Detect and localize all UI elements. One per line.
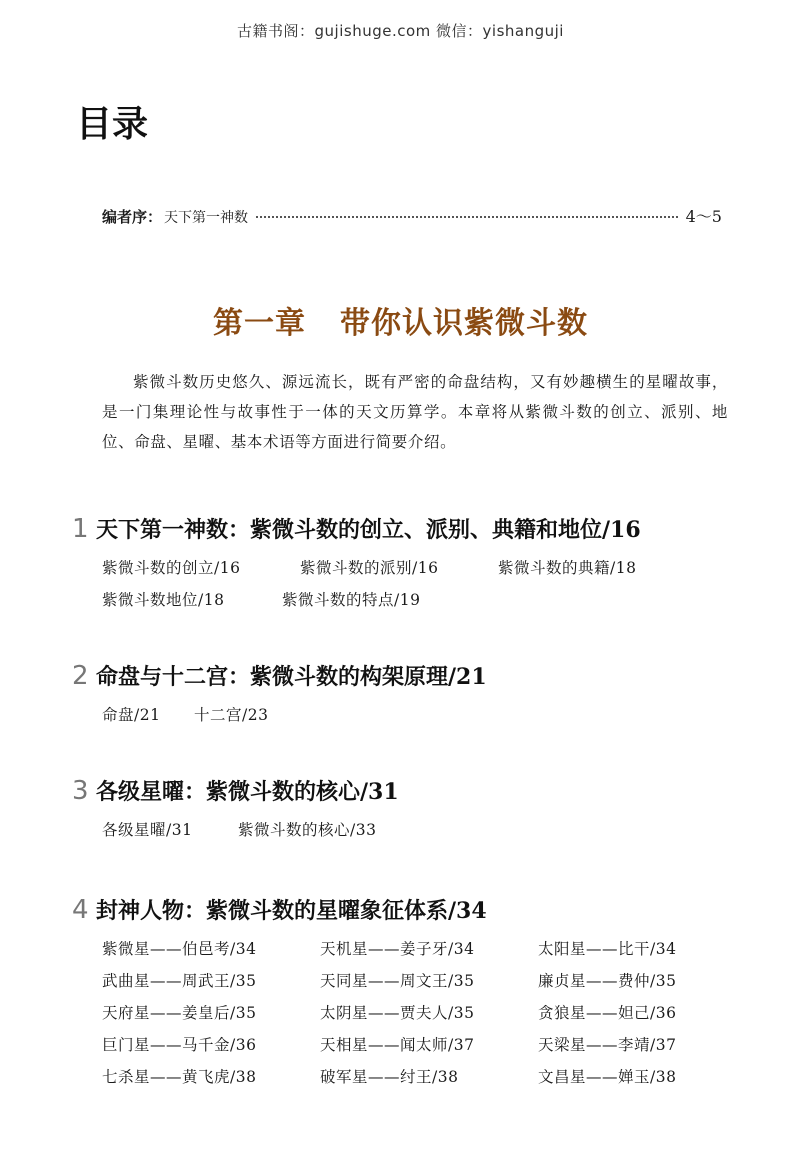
toc-item[interactable]: 贪狼星——妲己/36 <box>538 1004 677 1022</box>
toc-item[interactable]: 天梁星——李靖/37 <box>538 1036 677 1054</box>
toc-item[interactable]: 巨门星——马千金/36 <box>102 1036 257 1054</box>
toc-item[interactable]: 武曲星——周武王/35 <box>102 972 257 990</box>
toc-section-4 <box>72 894 732 1093</box>
toc-entry-preface[interactable] <box>102 204 722 227</box>
section-heading[interactable] <box>72 775 732 806</box>
section-number: 3 <box>72 776 89 806</box>
toc-item[interactable]: 廉贞星——费仲/35 <box>538 972 677 990</box>
toc-item[interactable]: 破军星——纣王/38 <box>320 1068 459 1086</box>
toc-item[interactable]: 紫微斗数的派别/16 <box>300 559 439 577</box>
toc-item[interactable]: 太阴星——贾夫人/35 <box>320 1004 475 1022</box>
chapter-title: 带你认识紫微斗数 <box>340 306 588 341</box>
toc-item[interactable]: 天相星——闻太师/37 <box>320 1036 475 1054</box>
section-title: 命盘与十二宫：紫微斗数的构架原理/21 <box>96 664 487 690</box>
toc-section-2 <box>72 660 732 731</box>
watermark-text: 古籍书阁：gujishuge.com 微信：yishanguji <box>237 22 564 40</box>
toc-item[interactable]: 天同星——周文王/35 <box>320 972 475 990</box>
page-title: 目录 <box>76 104 149 145</box>
toc-item[interactable]: 文昌星——婵玉/38 <box>538 1068 677 1086</box>
toc-item[interactable]: 各级星曜/31 <box>102 821 193 839</box>
toc-item[interactable]: 紫微斗数的创立/16 <box>102 559 241 577</box>
toc-item[interactable]: 紫微斗数的核心/33 <box>238 821 377 839</box>
section-number: 1 <box>72 514 89 544</box>
section-heading[interactable] <box>72 894 732 925</box>
toc-item[interactable]: 十二宫/23 <box>194 706 269 724</box>
subsection-list <box>102 933 732 1093</box>
toc-item[interactable]: 紫微星——伯邑考/34 <box>102 940 257 958</box>
toc-item[interactable]: 紫微斗数的典籍/18 <box>498 559 637 577</box>
section-title: 封神人物：紫微斗数的星曜象征体系/34 <box>96 898 487 924</box>
section-title: 各级星曜：紫微斗数的核心/31 <box>96 779 399 805</box>
subsection-list <box>102 699 732 731</box>
section-heading[interactable] <box>72 660 732 691</box>
chapter-heading <box>0 298 801 342</box>
toc-item[interactable]: 天机星——姜子牙/34 <box>320 940 475 958</box>
toc-item[interactable]: 紫微斗数的特点/19 <box>282 591 421 609</box>
toc-item[interactable]: 命盘/21 <box>102 706 161 724</box>
preface-label: 编者序： <box>102 208 163 226</box>
chapter-intro: 紫微斗数历史悠久、源远流长，既有严密的命盘结构，又有妙趣横生的星曜故事，是一门集理论性与故事性于一体的天文历算学。本章将从紫微斗数的创立、派别、地位、命盘、星曜、基本术语等方面进行简要介绍。 <box>102 373 728 451</box>
subsection-list <box>102 814 732 846</box>
toc-section-3 <box>72 775 732 846</box>
preface-pages: 4～5 <box>685 207 722 226</box>
section-title: 天下第一神数：紫微斗数的创立、派别、典籍和地位/16 <box>96 517 641 543</box>
preface-title: 天下第一神数 <box>164 210 249 226</box>
section-number: 2 <box>72 661 89 691</box>
toc-section-1 <box>72 513 732 616</box>
dot-leader <box>256 216 678 218</box>
subsection-list <box>102 552 732 616</box>
toc-item[interactable]: 紫微斗数地位/18 <box>102 591 225 609</box>
toc-item[interactable]: 七杀星——黄飞虎/38 <box>102 1068 257 1086</box>
toc-item[interactable]: 天府星——姜皇后/35 <box>102 1004 257 1022</box>
toc-item[interactable]: 太阳星——比干/34 <box>538 940 677 958</box>
chapter-number: 第一章 <box>213 306 306 341</box>
section-heading[interactable] <box>72 513 732 544</box>
section-number: 4 <box>72 895 89 925</box>
